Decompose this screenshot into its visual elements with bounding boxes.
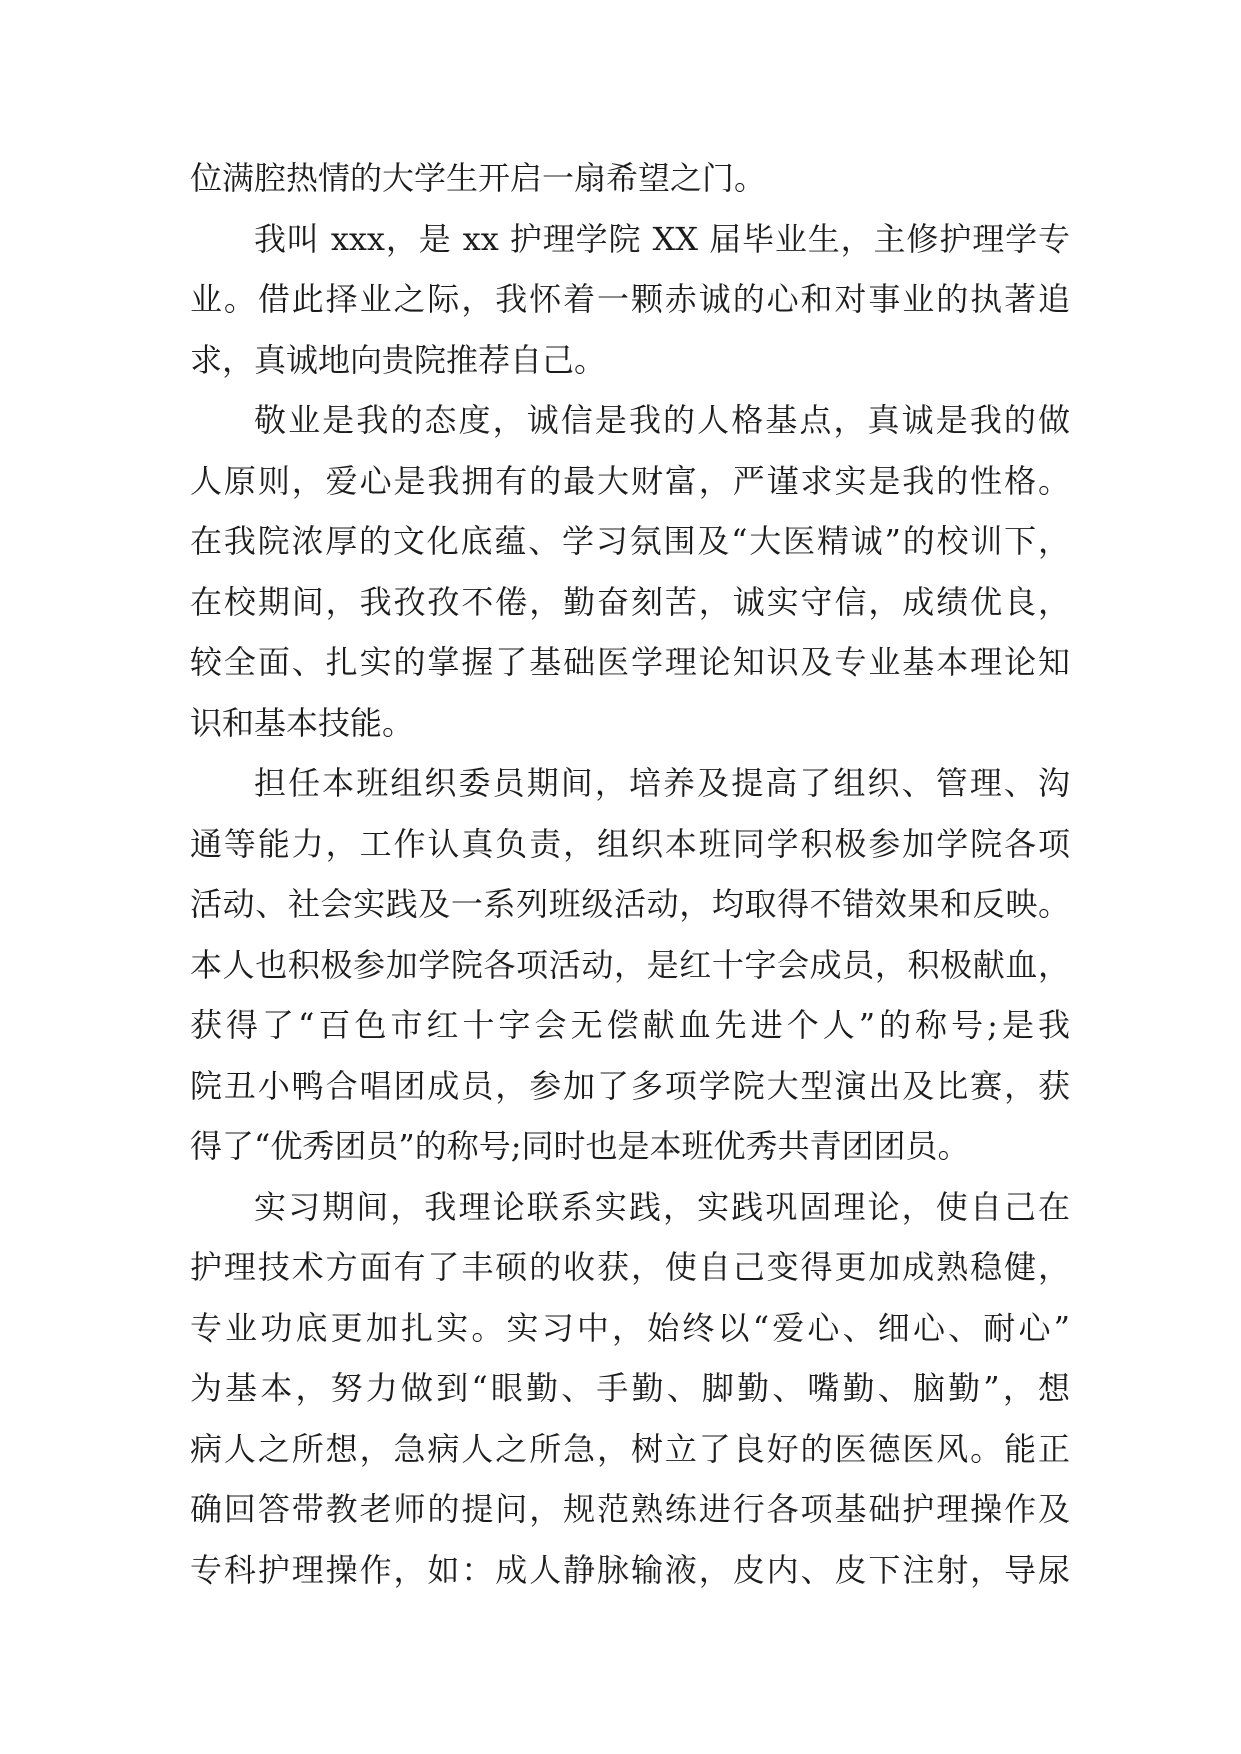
text-line: 专业功底更加扎实。实习中，始终以“爱心、细心、耐心” bbox=[190, 1308, 1070, 1347]
text-line: 在校期间，我孜孜不倦，勤奋刻苦，诚实守信，成绩优良， bbox=[190, 582, 1070, 621]
text-line: 人原则，爱心是我拥有的最大财富，严谨求实是我的性格。 bbox=[190, 461, 1070, 500]
text-line: 位满腔热情的大学生开启一扇希望之门。 bbox=[190, 159, 767, 197]
paragraph-first-line: 敬业是我的态度，诚信是我的人格基点，真诚是我的做 bbox=[254, 401, 1070, 439]
paragraph-first-line: 我叫 xxx，是 xx 护理学院 XX 届毕业生，主修护理学专 bbox=[254, 219, 1070, 258]
body-text bbox=[190, 148, 1070, 1600]
text-line: 较全面、扎实的掌握了基础医学理论知识及专业基本理论知 bbox=[190, 643, 1070, 681]
text-line: 为基本，努力做到“眼勤、手勤、脚勤、嘴勤、脑勤”，想 bbox=[190, 1369, 1070, 1407]
text-line: 专科护理操作，如：成人静脉输液，皮内、皮下注射，导尿 bbox=[190, 1550, 1070, 1589]
text-line: 病人之所想，急病人之所急，树立了良好的医德医风。能正 bbox=[190, 1429, 1070, 1468]
paragraph-first-line: 担任本班组织委员期间，培养及提高了组织、管理、沟 bbox=[254, 764, 1070, 802]
text-line: 通等能力，工作认真负责，组织本班同学积极参加学院各项 bbox=[190, 824, 1070, 863]
text-line: 获得了“百色市红十字会无偿献血先进个人”的称号;是我 bbox=[190, 1006, 1070, 1044]
text-line: 得了“优秀团员”的称号;同时也是本班优秀共青团团员。 bbox=[190, 1127, 970, 1165]
text-line: 活动、社会实践及一系列班级活动，均取得不错效果和反映。 bbox=[190, 885, 1070, 923]
text-line: 本人也积极参加学院各项活动，是红十字会成员，积极献血， bbox=[190, 945, 1070, 984]
text-line: 在我院浓厚的文化底蕴、学习氛围及“大医精诚”的校训下， bbox=[190, 522, 1070, 560]
text-line: 院丑小鸭合唱团成员，参加了多项学院大型演出及比赛，获 bbox=[190, 1066, 1070, 1105]
text-line: 求，真诚地向贵院推荐自己。 bbox=[190, 340, 607, 379]
text-line: 业。借此择业之际，我怀着一颗赤诚的心和对事业的执著追 bbox=[190, 280, 1070, 318]
text-line: 确回答带教老师的提问，规范熟练进行各项基础护理操作及 bbox=[190, 1490, 1070, 1528]
text-line: 护理技术方面有了丰硕的收获，使自己变得更加成熟稳健， bbox=[190, 1248, 1070, 1286]
paragraph-first-line: 实习期间，我理论联系实践，实践巩固理论，使自己在 bbox=[254, 1187, 1070, 1226]
text-line: 识和基本技能。 bbox=[190, 703, 415, 742]
